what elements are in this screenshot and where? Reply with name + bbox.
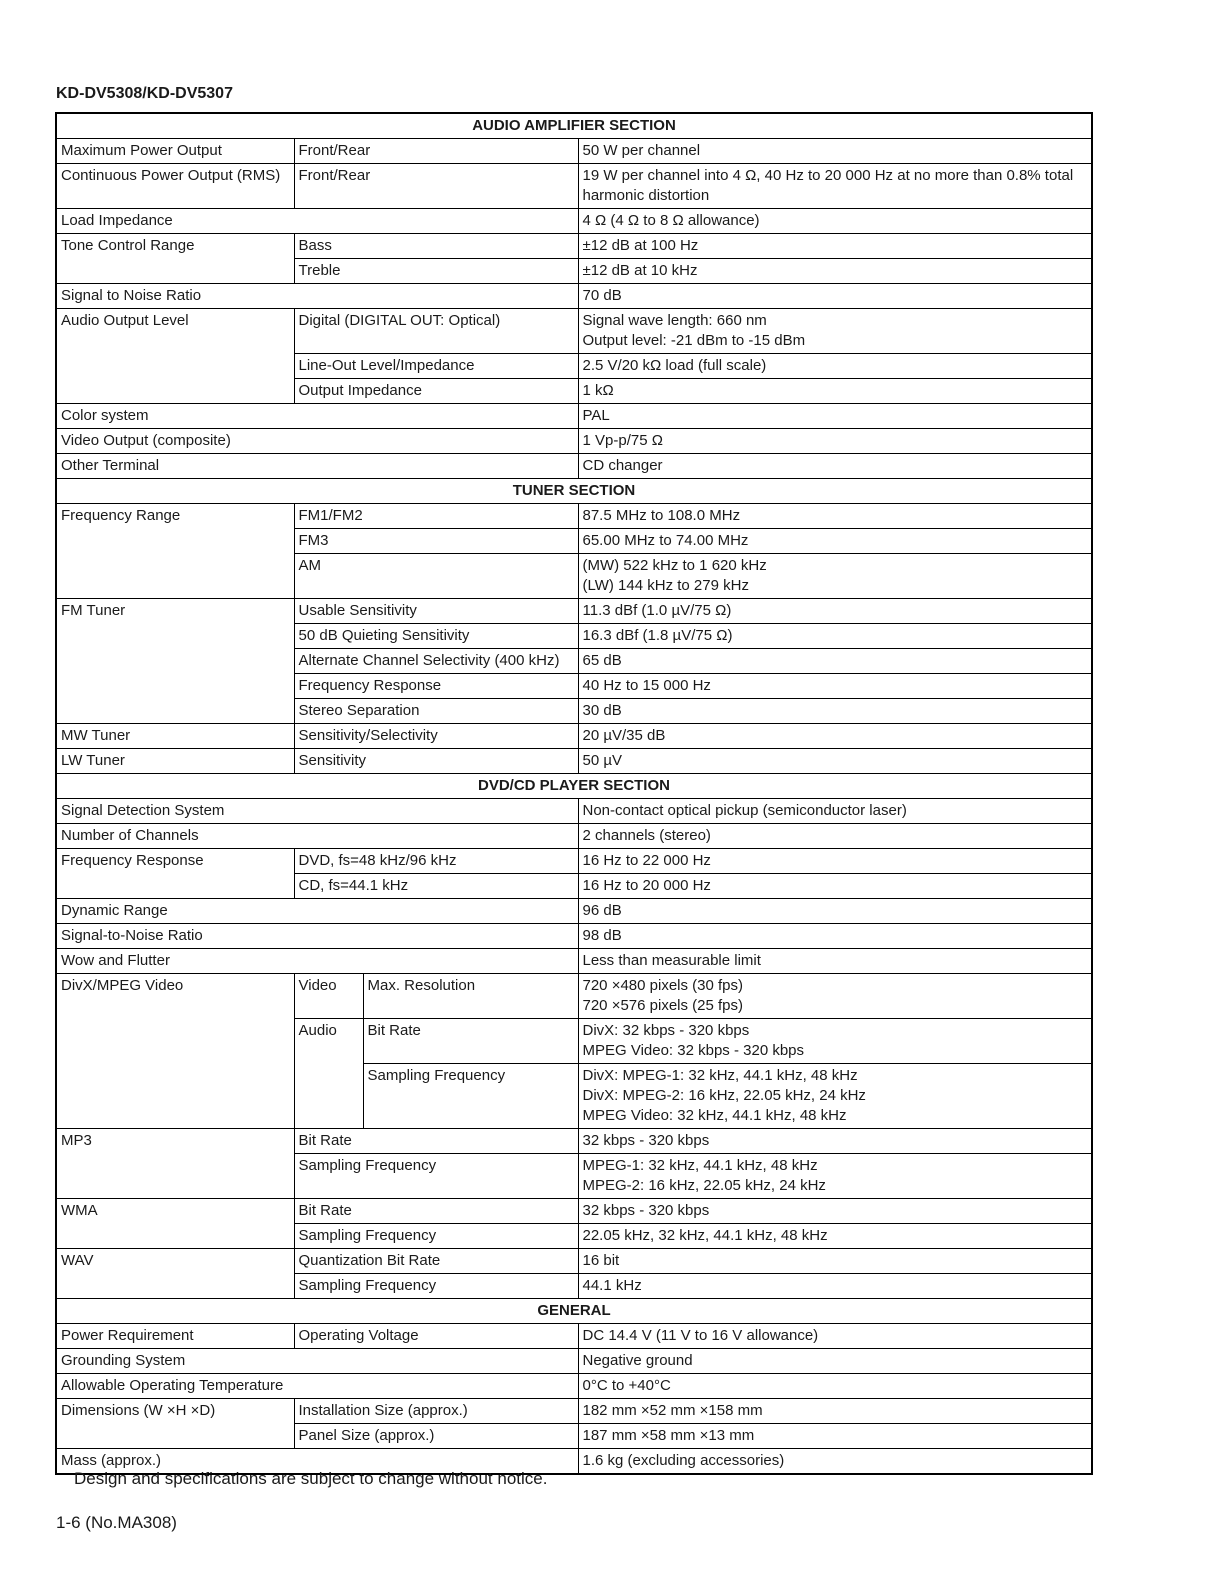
spec-sublabel: Bass <box>294 234 578 259</box>
spec-sublabel: Bit Rate <box>294 1129 578 1154</box>
spec-label: Mass (approx.) <box>56 1449 578 1475</box>
spec-value: 4 Ω (4 Ω to 8 Ω allowance) <box>578 209 1092 234</box>
spec-sublabel: Bit Rate <box>294 1199 578 1224</box>
spec-value: 2.5 V/20 kΩ load (full scale) <box>578 354 1092 379</box>
table-row <box>56 429 1092 454</box>
spec-label: WAV <box>56 1249 294 1299</box>
spec-sublabel: Quantization Bit Rate <box>294 1249 578 1274</box>
spec-value: PAL <box>578 404 1092 429</box>
spec-label: MW Tuner <box>56 724 294 749</box>
spec-value: (MW) 522 kHz to 1 620 kHz (LW) 144 kHz to 279 kHz <box>578 554 1092 599</box>
table-row <box>56 824 1092 849</box>
table-row <box>56 749 1092 774</box>
spec-label: Color system <box>56 404 578 429</box>
spec-sublabel: CD, fs=44.1 kHz <box>294 874 578 899</box>
page-number: 1-6 (No.MA308) <box>56 1513 177 1532</box>
table-row <box>56 924 1092 949</box>
section-title: AUDIO AMPLIFIER SECTION <box>56 113 1092 139</box>
spec-value: 40 Hz to 15 000 Hz <box>578 674 1092 699</box>
section-header-player <box>56 774 1092 799</box>
spec-value: 11.3 dBf (1.0 µV/75 Ω) <box>578 599 1092 624</box>
spec-subsublabel: Bit Rate <box>363 1019 578 1064</box>
spec-sublabel: Video <box>294 974 363 1019</box>
spec-label: Allowable Operating Temperature <box>56 1374 578 1399</box>
table-row <box>56 974 1092 1019</box>
spec-sublabel: Treble <box>294 259 578 284</box>
table-row <box>56 1399 1092 1424</box>
spec-subsublabel: Sampling Frequency <box>363 1064 578 1129</box>
spec-label: FM Tuner <box>56 599 294 724</box>
spec-label: Wow and Flutter <box>56 949 578 974</box>
spec-label: Frequency Range <box>56 504 294 599</box>
table-row <box>56 284 1092 309</box>
table-row <box>56 234 1092 259</box>
model-title: KD-DV5308/KD-DV5307 <box>56 85 233 102</box>
spec-value: 20 µV/35 dB <box>578 724 1092 749</box>
table-row <box>56 599 1092 624</box>
spec-value: 96 dB <box>578 899 1092 924</box>
spec-value: 2 channels (stereo) <box>578 824 1092 849</box>
spec-value: 65 dB <box>578 649 1092 674</box>
table-row <box>56 1129 1092 1154</box>
spec-value: 0°C to +40°C <box>578 1374 1092 1399</box>
spec-sublabel: Stereo Separation <box>294 699 578 724</box>
spec-value: Non-contact optical pickup (semiconductor laser) <box>578 799 1092 824</box>
spec-value: 87.5 MHz to 108.0 MHz <box>578 504 1092 529</box>
spec-label: Dimensions (W ×H ×D) <box>56 1399 294 1449</box>
spec-label: MP3 <box>56 1129 294 1199</box>
table-row <box>56 1374 1092 1399</box>
section-title: DVD/CD PLAYER SECTION <box>56 774 1092 799</box>
table-row <box>56 1249 1092 1274</box>
spec-value: 16 Hz to 20 000 Hz <box>578 874 1092 899</box>
spec-sublabel: Frequency Response <box>294 674 578 699</box>
spec-sublabel: FM3 <box>294 529 578 554</box>
spec-sublabel: Sensitivity/Selectivity <box>294 724 578 749</box>
spec-label: Dynamic Range <box>56 899 578 924</box>
spec-sublabel: Sampling Frequency <box>294 1224 578 1249</box>
spec-label: Other Terminal <box>56 454 578 479</box>
spec-table <box>55 112 1093 1475</box>
spec-value: 32 kbps - 320 kbps <box>578 1129 1092 1154</box>
spec-label: Maximum Power Output <box>56 139 294 164</box>
spec-sublabel: Front/Rear <box>294 139 578 164</box>
spec-value: 65.00 MHz to 74.00 MHz <box>578 529 1092 554</box>
spec-value: ±12 dB at 10 kHz <box>578 259 1092 284</box>
spec-sublabel: Line-Out Level/Impedance <box>294 354 578 379</box>
spec-value: 1 kΩ <box>578 379 1092 404</box>
spec-sublabel: Digital (DIGITAL OUT: Optical) <box>294 309 578 354</box>
spec-sublabel: Alternate Channel Selectivity (400 kHz) <box>294 649 578 674</box>
spec-value: ±12 dB at 100 Hz <box>578 234 1092 259</box>
table-row <box>56 899 1092 924</box>
table-row <box>56 1199 1092 1224</box>
spec-sublabel: Panel Size (approx.) <box>294 1424 578 1449</box>
spec-value: Signal wave length: 660 nm Output level: -21 dBm to -15 dBm <box>578 309 1092 354</box>
table-row <box>56 139 1092 164</box>
spec-sublabel: Operating Voltage <box>294 1324 578 1349</box>
spec-label: Tone Control Range <box>56 234 294 284</box>
table-row <box>56 309 1092 354</box>
table-row <box>56 404 1092 429</box>
spec-sublabel: FM1/FM2 <box>294 504 578 529</box>
footnote: Design and specifications are subject to change without notice. <box>74 1469 548 1488</box>
section-header-audio <box>56 113 1092 139</box>
spec-value: 30 dB <box>578 699 1092 724</box>
spec-sublabel: Audio <box>294 1019 363 1129</box>
spec-label: DivX/MPEG Video <box>56 974 294 1129</box>
spec-value: Negative ground <box>578 1349 1092 1374</box>
spec-label: Signal Detection System <box>56 799 578 824</box>
spec-value: 16 bit <box>578 1249 1092 1274</box>
spec-sublabel: Installation Size (approx.) <box>294 1399 578 1424</box>
spec-value: 98 dB <box>578 924 1092 949</box>
table-row <box>56 724 1092 749</box>
spec-sublabel: Sampling Frequency <box>294 1274 578 1299</box>
spec-sublabel: Usable Sensitivity <box>294 599 578 624</box>
table-row <box>56 1349 1092 1374</box>
spec-sublabel: Front/Rear <box>294 164 578 209</box>
spec-label: Audio Output Level <box>56 309 294 404</box>
spec-value: 50 W per channel <box>578 139 1092 164</box>
spec-label: Frequency Response <box>56 849 294 899</box>
spec-value: DivX: 32 kbps - 320 kbps MPEG Video: 32 kbps - 320 kbps <box>578 1019 1092 1064</box>
table-row <box>56 799 1092 824</box>
spec-value: 182 mm ×52 mm ×158 mm <box>578 1399 1092 1424</box>
spec-value: 44.1 kHz <box>578 1274 1092 1299</box>
spec-sublabel: Sensitivity <box>294 749 578 774</box>
spec-value: DC 14.4 V (11 V to 16 V allowance) <box>578 1324 1092 1349</box>
section-header-general <box>56 1299 1092 1324</box>
spec-label: Signal to Noise Ratio <box>56 284 578 309</box>
section-title: GENERAL <box>56 1299 1092 1324</box>
spec-label: Grounding System <box>56 1349 578 1374</box>
spec-value: MPEG-1: 32 kHz, 44.1 kHz, 48 kHz MPEG-2: 16 kHz, 22.05 kHz, 24 kHz <box>578 1154 1092 1199</box>
table-row <box>56 164 1092 209</box>
spec-label: WMA <box>56 1199 294 1249</box>
spec-value: 720 ×480 pixels (30 fps) 720 ×576 pixels (25 fps) <box>578 974 1092 1019</box>
spec-value: 187 mm ×58 mm ×13 mm <box>578 1424 1092 1449</box>
table-row <box>56 504 1092 529</box>
spec-sublabel: AM <box>294 554 578 599</box>
spec-value: 16 Hz to 22 000 Hz <box>578 849 1092 874</box>
spec-value: Less than measurable limit <box>578 949 1092 974</box>
table-row <box>56 209 1092 234</box>
section-title: TUNER SECTION <box>56 479 1092 504</box>
spec-value: 50 µV <box>578 749 1092 774</box>
spec-subsublabel: Max. Resolution <box>363 974 578 1019</box>
spec-value: DivX: MPEG-1: 32 kHz, 44.1 kHz, 48 kHz DivX: MPEG-2: 16 kHz, 22.05 kHz, 24 kHz MPEG Video: 32 kHz, 44.1 kHz, 48 kHz <box>578 1064 1092 1129</box>
table-row <box>56 849 1092 874</box>
spec-value: 16.3 dBf (1.8 µV/75 Ω) <box>578 624 1092 649</box>
spec-value: 1 Vp-p/75 Ω <box>578 429 1092 454</box>
table-row <box>56 454 1092 479</box>
spec-label: Load Impedance <box>56 209 578 234</box>
spec-value: 32 kbps - 320 kbps <box>578 1199 1092 1224</box>
spec-value: 22.05 kHz, 32 kHz, 44.1 kHz, 48 kHz <box>578 1224 1092 1249</box>
spec-sublabel: Sampling Frequency <box>294 1154 578 1199</box>
spec-label: Video Output (composite) <box>56 429 578 454</box>
spec-label: LW Tuner <box>56 749 294 774</box>
section-header-tuner <box>56 479 1092 504</box>
spec-value: 70 dB <box>578 284 1092 309</box>
spec-value: 19 W per channel into 4 Ω, 40 Hz to 20 000 Hz at no more than 0.8% total harmonic distortion <box>578 164 1092 209</box>
spec-sublabel: 50 dB Quieting Sensitivity <box>294 624 578 649</box>
spec-label: Continuous Power Output (RMS) <box>56 164 294 209</box>
spec-label: Power Requirement <box>56 1324 294 1349</box>
spec-label: Number of Channels <box>56 824 578 849</box>
spec-sublabel: DVD, fs=48 kHz/96 kHz <box>294 849 578 874</box>
spec-value: CD changer <box>578 454 1092 479</box>
table-row <box>56 949 1092 974</box>
table-row <box>56 1324 1092 1349</box>
spec-value: 1.6 kg (excluding accessories) <box>578 1449 1092 1475</box>
spec-label: Signal-to-Noise Ratio <box>56 924 578 949</box>
spec-sublabel: Output Impedance <box>294 379 578 404</box>
